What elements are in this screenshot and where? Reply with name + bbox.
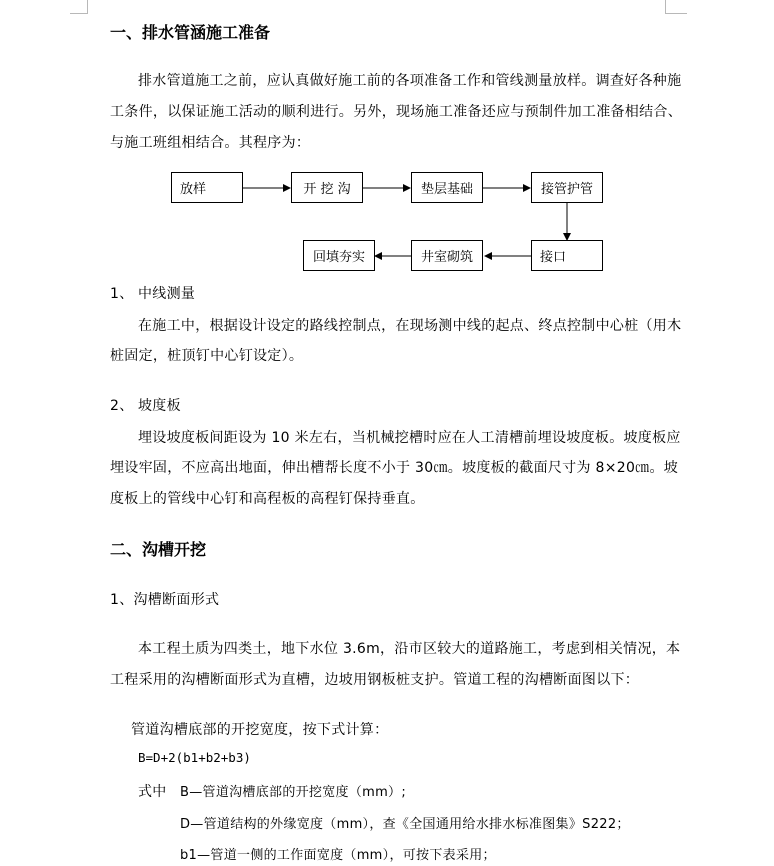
calc-intro: 管道沟槽底部的开挖宽度，按下式计算： [131, 722, 389, 738]
subheading: 1、沟槽断面形式 [110, 592, 220, 608]
paragraph-line: 埋设坡度板间距设为 10 米左右，当机械挖槽时应在人工清槽前埋设坡度板。坡度板应 [138, 430, 681, 446]
flow-step-manhole: 井室砌筑 [411, 240, 483, 271]
definition-line: B—管道沟槽底部的开挖宽度（mm）; [180, 785, 407, 800]
definition-line: D—管道结构的外缘宽度（mm），查《全国通用给水排水标准图集》S222； [180, 817, 630, 832]
flow-step-pipe-laying: 接管护管 [531, 172, 603, 203]
where-label: 式中 [138, 784, 167, 800]
paragraph-line: 桩固定，桩顶钉中心钉设定）。 [110, 348, 304, 364]
paragraph-line: 埋设牢固，不应高出地面，伸出槽帮长度不小于 30㎝。坡度板的截面尺寸为 8×20㎝。坡 [110, 460, 679, 476]
list-item-number: 1、 [110, 286, 134, 302]
list-item-title: 中线测量 [138, 286, 196, 302]
definition-line: b1—管道一侧的工作面宽度（mm），可按下表采用； [180, 848, 496, 863]
list-item-title: 坡度板 [138, 398, 181, 414]
paragraph-line: 工条件，以保证施工活动的顺利进行。另外，现场施工准备还应与预制件加工准备相结合、 [110, 104, 682, 120]
paragraph-line: 度板上的管线中心钉和高程板的高程钉保持垂直。 [110, 491, 425, 507]
flow-step-joint: 接口 [531, 240, 603, 271]
section-heading: 二、沟槽开挖 [110, 540, 207, 559]
flow-step-backfill: 回填夯实 [303, 240, 375, 271]
paragraph-line: 与施工班组相结合。其程序为： [110, 135, 311, 151]
formula: B=D+2(b1+b2+b3) [138, 750, 251, 765]
paragraph-line: 排水管道施工之前，应认真做好施工前的各项准备工作和管线测量放样。调查好各种施 [138, 73, 682, 89]
paragraph-line: 工程采用的沟槽断面形式为直槽，边坡用钢板桩支护。管道工程的沟槽断面图以下： [110, 672, 640, 688]
paragraph-line: 在施工中，根据设计设定的路线控制点，在现场测中线的起点、终点控制中心桩（用木 [138, 318, 682, 334]
list-item-number: 2、 [110, 398, 134, 414]
flow-step-layout: 放样 [171, 172, 243, 203]
section-heading: 一、排水管涵施工准备 [110, 23, 271, 42]
paragraph-line: 本工程土质为四类土，地下水位 3.6m，沿市区较大的道路施工，考虑到相关情况，本 [138, 641, 681, 657]
flow-step-excavate: 开 挖 沟 [291, 172, 363, 203]
flow-step-bedding: 垫层基础 [411, 172, 483, 203]
